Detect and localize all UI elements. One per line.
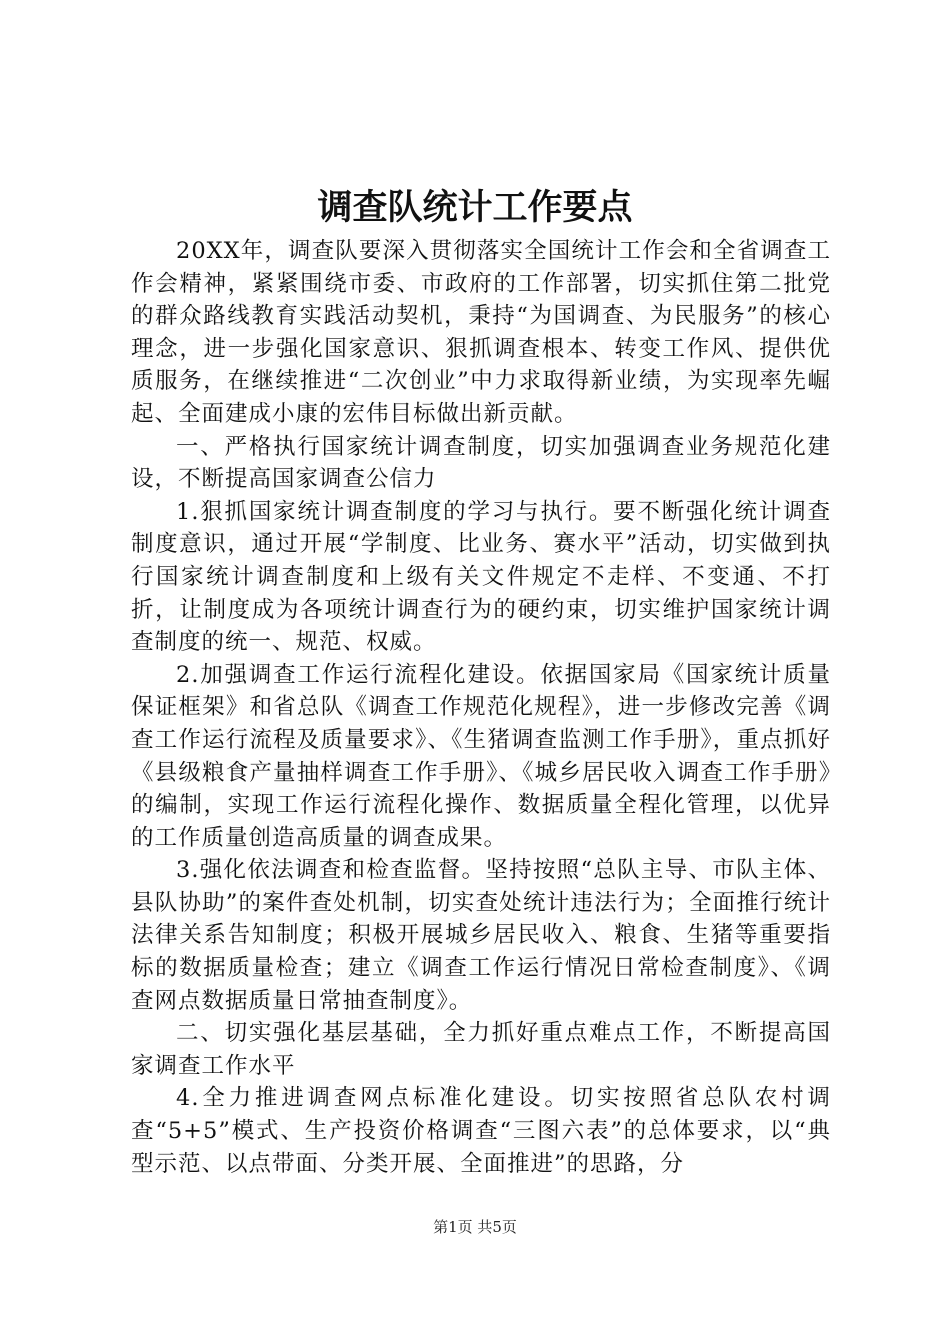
item-paragraph-4: 4.全力推进调查网点标准化建设。切实按照省总队农村调查“5+5”模式、生产投资价格调查“三图六表”的总体要求，以“典型示范、以点带面、分类开展、全面推进”的思路，分 bbox=[131, 1085, 831, 1177]
item-paragraph-3: 3.强化依法调查和检查监督。坚持按照“总队主导、市队主体、县队协助”的案件查处机制，切实查处统计违法行为；全面推行统计法律关系告知制度；积极开展城乡居民收入、粮食、生猪等重要指标的数据质量检查；建立《调查工作运行情况日常检查制度》、《调查网点数据质量日常抽查制度》。 bbox=[131, 857, 831, 1014]
section-heading-2: 二、切实强化基层基础，全力抓好重点难点工作，不断提高国家调查工作水平 bbox=[131, 1020, 831, 1079]
item-paragraph-1: 1.狠抓国家统计调查制度的学习与执行。要不断强化统计调查制度意识，通过开展“学制度、比业务、赛水平”活动，切实做到执行国家统计调查制度和上级有关文件规定不走样、不变通、不打折，让制度成为各项统计调查行为的硬约束，切实维护国家统计调查制度的统一、规范、权威。 bbox=[131, 498, 831, 656]
intro-paragraph: 20XX年，调查队要深入贯彻落实全国统计工作会和全省调查工作会精神，紧紧围绕市委、市政府的工作部署，切实抓住第二批党的群众路线教育实践活动契机，秉持“为国调查、为民服务”的核心理念，进一步强化国家意识、狠抓调查根本、转变工作风、提供优质服务，在继续推进“二次创业”中力求取得新业绩，为实现率先崛起、全面建成小康的宏伟目标做出新贡献。 bbox=[131, 238, 831, 427]
section-heading-1: 一、严格执行国家统计调查制度，切实加强调查业务规范化建设，不断提高国家调查公信力 bbox=[131, 433, 831, 493]
item-paragraph-2: 2.加强调查工作运行流程化建设。依据国家局《国家统计质量保证框架》和省总队《调查工作规范化规程》，进一步修改完善《调查工作运行流程及质量要求》、《生猪调查监测工作手册》，重点抓好《县级粮食产量抽样调查工作手册》、《城乡居民收入调查工作手册》的编制，实现工作运行流程化操作、数据质量全程化管理，以优异的工作质量创造高质量的调查成果。 bbox=[131, 661, 831, 851]
document-body bbox=[131, 235, 831, 1180]
page-number: 第1页 共5页 bbox=[433, 1218, 517, 1236]
page-title: 调查队统计工作要点 bbox=[317, 188, 633, 228]
